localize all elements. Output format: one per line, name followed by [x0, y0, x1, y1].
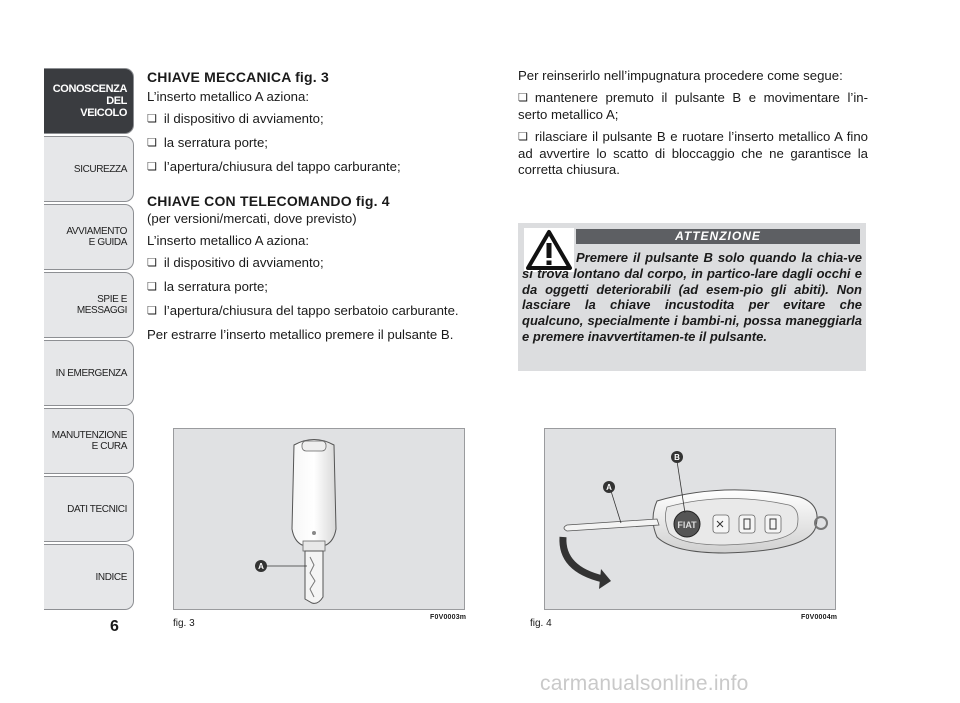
warning-title: ATTENZIONE: [576, 229, 860, 244]
bullet-item: ❏ il dispositivo di avviamento;: [147, 109, 487, 130]
heading-subtitle: (per versioni/mercati, dove previsto): [147, 211, 357, 226]
warning-text: Premere il pulsante B solo quando la chia-ve si trova lontano dal corpo, in partico-lare dagli occhi e da oggetti deteriorabili (ad esem-pio gli abiti). Non lasciare la chiave incustodita per evitare che qualcuno, specialmente i bambi-ni, possa maneggiarla e premere inavvertitamen-te il pulsante.: [522, 250, 862, 344]
figure-4-code: F0V0004m: [801, 614, 838, 621]
paragraph: Per estrarre l’inserto metallico premere il pulsante B.: [147, 327, 454, 342]
figure-3-code: F0V0003m: [430, 614, 467, 621]
bullet-item: ❏ mantenere premuto il pulsante B e movimentare l’in-serto metallico A;: [518, 90, 868, 123]
right-column: [518, 68, 868, 184]
mechanical-key-illustration: [174, 429, 464, 609]
bullet-item: ❏ la serratura porte;: [147, 277, 487, 298]
warning-box: [518, 223, 866, 371]
tab-avviamento-e-guida[interactable]: AVVIAMENTO E GUIDA: [44, 204, 134, 270]
figure-4-caption: fig. 4: [530, 618, 552, 629]
watermark: carmanualsonline.info: [540, 672, 749, 695]
figure-4-remote-key: [544, 428, 836, 610]
remote-key-illustration: [545, 429, 835, 609]
bullet-item: ❏ l’apertura/chiusura del tappo serbatoio carburante.: [147, 301, 487, 322]
label-a: A: [258, 562, 264, 571]
tab-manutenzione-e-cura[interactable]: MANUTENZIONE E CURA: [44, 408, 134, 474]
bullet-item: ❏ la serratura porte;: [147, 133, 487, 154]
left-column: [147, 68, 487, 347]
heading-chiave-con-telecomando: CHIAVE CON TELECOMANDO fig. 4: [147, 193, 390, 209]
figure-3-caption: fig. 3: [173, 618, 195, 629]
paragraph: Per reinserirlo nell’impugnatura procedere come segue:: [518, 68, 843, 83]
heading-chiave-meccanica: CHIAVE MECCANICA fig. 3: [147, 69, 329, 85]
bullet-item: ❏ il dispositivo di avviamento;: [147, 253, 487, 274]
tab-dati-tecnici[interactable]: DATI TECNICI: [44, 476, 134, 542]
tab-in-emergenza[interactable]: IN EMERGENZA: [44, 340, 134, 406]
tab-spie-e-messaggi[interactable]: SPIE E MESSAGGI: [44, 272, 134, 338]
paragraph: L’inserto metallico A aziona:: [147, 233, 310, 248]
page-number: 6: [110, 618, 119, 635]
svg-text:FIAT: FIAT: [677, 520, 697, 530]
bullet-item: ❏ l’apertura/chiusura del tappo carburante;: [147, 157, 487, 178]
tab-conoscenza-del-veicolo[interactable]: CONOSCENZA DEL VEICOLO: [44, 68, 134, 134]
paragraph: L’inserto metallico A aziona:: [147, 89, 310, 104]
label-b: B: [674, 453, 680, 462]
figure-3-mechanical-key: [173, 428, 465, 610]
bullet-item: ❏ rilasciare il pulsante B e ruotare l’inserto metallico A fino ad avvertire lo scatto di bloccaggio che ne garantisce la corretta chiusura.: [518, 129, 868, 178]
tab-indice[interactable]: INDICE: [44, 544, 134, 610]
label-a: A: [606, 483, 612, 492]
tab-sicurezza[interactable]: SICUREZZA: [44, 136, 134, 202]
